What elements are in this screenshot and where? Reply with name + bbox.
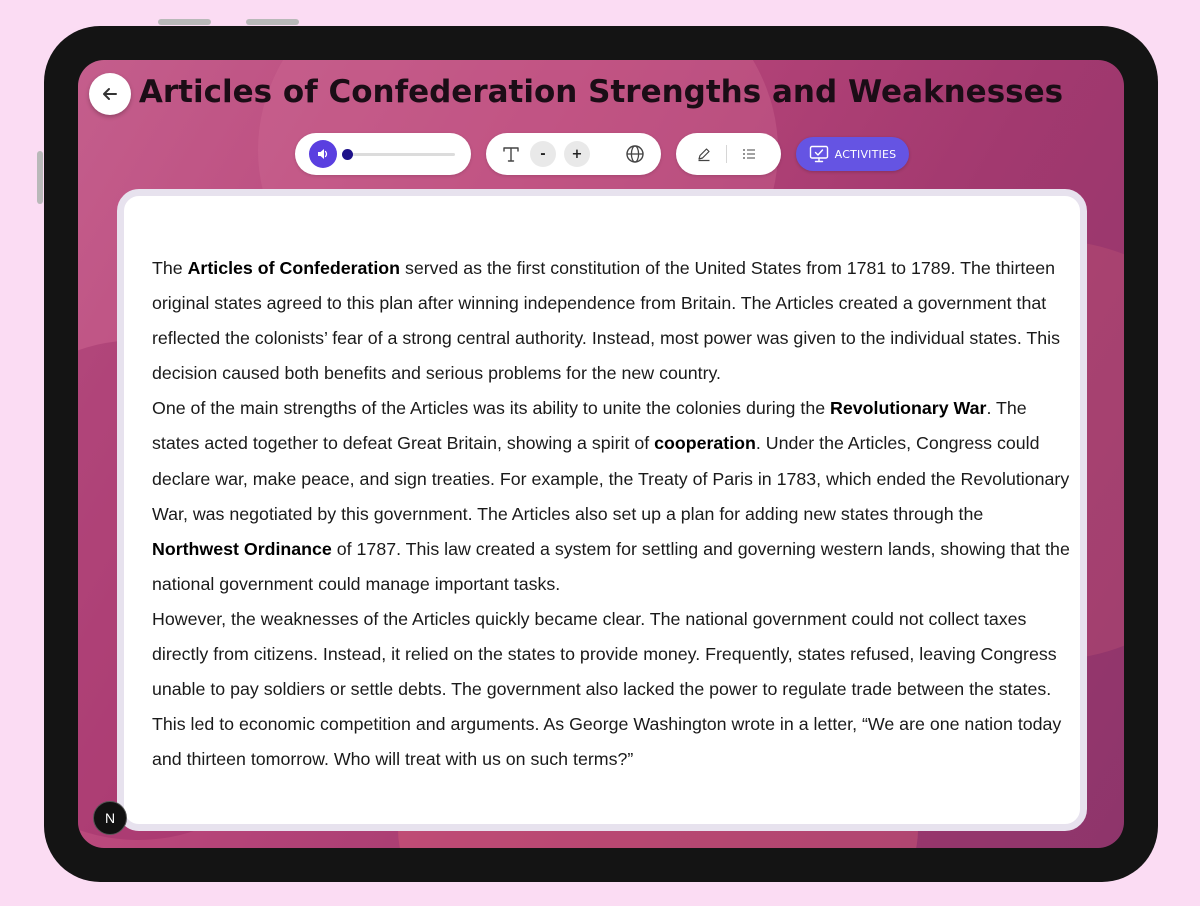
article-text	[152, 251, 1072, 777]
text-font-button[interactable]	[500, 143, 522, 165]
key-term: Revolutionary War	[830, 398, 987, 419]
text-settings-toolbar	[486, 133, 661, 175]
framework-badge[interactable]: N	[93, 801, 127, 835]
translate-button[interactable]	[624, 143, 646, 165]
article-paragraph	[152, 602, 1072, 777]
page-title: Articles of Confederation Strengths and Weaknesses	[138, 74, 1064, 110]
paragraph-text: One of the main strengths of the Articles was its ability to unite the colonies during the	[152, 398, 831, 419]
activities-button[interactable]	[796, 137, 909, 171]
device-top-button-right	[246, 19, 299, 25]
device-top-button-left	[158, 19, 211, 25]
reading-card	[117, 189, 1087, 831]
speaker-icon	[316, 147, 330, 161]
decrease-font-button[interactable]: -	[530, 141, 556, 167]
key-term: cooperation	[654, 433, 756, 454]
pencil-icon	[696, 146, 712, 162]
key-term: Northwest Ordinance	[152, 538, 332, 559]
audio-progress-slider[interactable]	[345, 153, 455, 156]
paragraph-text: of 1787. This law created a system for settling and governing western lands, showing that the national government could manage important tasks.	[152, 538, 1070, 594]
activities-label: ACTIVITIES	[834, 147, 897, 161]
paragraph-text: However, the weaknesses of the Articles quickly became clear. The national government could not collect taxes directly from citizens. Instead, it relied on the states to provide money. Frequently, states refused, leaving Congress unable to pay soldiers or settle debts. The government also lacked the power to regulate trade between the states. This led to economic competition and arguments. As George Washington wrote in a letter, “We are one nation today and thirteen tomorrow. Who will treat with us on such terms?”	[152, 608, 1062, 770]
app-screen	[78, 60, 1124, 848]
globe-icon	[625, 144, 645, 164]
article-paragraph	[152, 251, 1072, 391]
audio-player	[295, 133, 471, 175]
highlight-button[interactable]	[694, 144, 714, 164]
tablet-frame	[44, 26, 1158, 882]
play-audio-button[interactable]	[309, 140, 337, 168]
paragraph-text: . Under the Articles, Congress could declare war, make peace, and sign treaties. For example, the Treaty of Paris in 1783, which ended the Revolutionary War, was negotiated by this government. The Articles also set up a plan for adding new states through the	[152, 433, 1070, 524]
monitor-check-icon	[809, 145, 829, 163]
paragraph-text: The	[152, 258, 188, 278]
key-term: Articles of Confederation	[187, 258, 401, 278]
device-side-button	[37, 151, 43, 204]
audio-progress-handle[interactable]	[342, 149, 353, 160]
annotation-toolbar	[676, 133, 781, 175]
paragraph-text: . The states acted together to defeat Great Britain, showing a spirit of	[152, 398, 1027, 454]
article-paragraph	[152, 391, 1072, 602]
toolbar-divider	[726, 145, 727, 163]
text-font-icon	[501, 144, 521, 164]
paragraph-text: served as the first constitution of the United States from 1781 to 1789. The thirteen original states agreed to this plan after winning independence from Britain. The Articles created a government that reflected the colonists’ fear of a strong central authority. Instead, most power was given to the individual states. This decision caused both benefits and serious problems for the new country.	[152, 258, 1060, 384]
increase-font-button[interactable]: +	[564, 141, 590, 167]
outline-button[interactable]	[739, 144, 759, 164]
list-icon	[741, 146, 757, 162]
